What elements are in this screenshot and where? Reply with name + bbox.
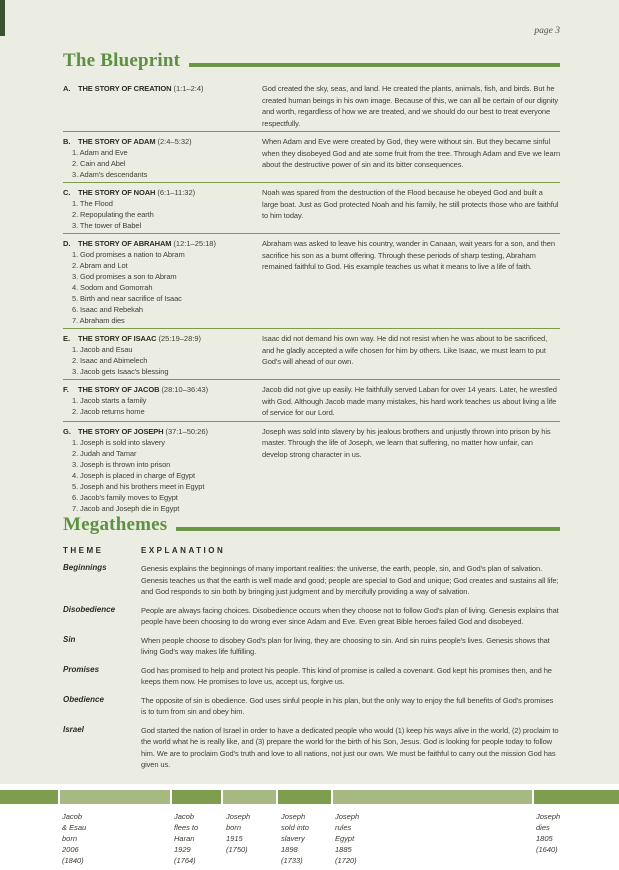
blueprint-section	[63, 379, 560, 421]
section-outline-item: 1. Jacob and Esau	[72, 345, 133, 354]
megathemes-section-block	[63, 514, 560, 775]
section-letter: B.	[63, 137, 71, 146]
timeline-event	[174, 811, 198, 866]
blueprint-section-title-row	[63, 426, 252, 437]
section-outline-item: 1. Adam and Eve	[72, 148, 128, 157]
megatheme-row	[63, 632, 560, 662]
section-outline-item: 3. Jacob gets Isaac's blessing	[72, 367, 169, 376]
timeline-event-line: Jacob	[62, 812, 83, 821]
blueprint-section-left	[63, 238, 262, 326]
section-outline-item: 2. Judah and Tamar	[72, 448, 137, 458]
blueprint-section-title-row	[63, 333, 252, 344]
section-verse-range: (25:19–28:9)	[158, 334, 202, 343]
blueprint-section	[63, 328, 560, 379]
section-title: THE STORY OF ISAAC	[78, 334, 157, 343]
theme-column-header: THEME	[63, 546, 104, 555]
section-letter: E.	[63, 334, 71, 343]
blueprint-section-title-row	[63, 187, 252, 198]
section-outline-item: 1. Joseph is sold into slavery	[72, 437, 165, 447]
section-title: THE STORY OF ABRAHAM	[78, 239, 172, 248]
blueprint-section	[63, 131, 560, 182]
blueprint-section-left	[63, 333, 262, 377]
blueprint-section	[63, 233, 560, 328]
megatheme-explanation: The opposite of sin is obedience. God uses sinful people in his plan, but the only way to enjoy the full benefits of God's promises is to turn from sin and obey him.	[141, 695, 554, 716]
blueprint-heading: The Blueprint	[63, 50, 181, 71]
megatheme-explanation: When people choose to disobey God's plan for living, they are choosing to sin. And sin ruins people's lives. Genesis shows that living God's way makes life fulfilling.	[141, 635, 550, 656]
section-outline-item: 3. The tower of Babel	[72, 221, 142, 230]
section-outline-item: 6. Jacob's family moves to Egypt	[72, 492, 178, 502]
section-outline-item: 2. Repopulating the earth	[72, 210, 154, 219]
megatheme-name: Obedience	[63, 694, 104, 704]
section-verse-range: (37:1–50:26)	[165, 426, 209, 436]
timeline	[0, 790, 619, 870]
timeline-event	[226, 811, 250, 855]
megatheme-row	[63, 602, 560, 632]
section-title: THE STORY OF ADAM	[78, 137, 156, 146]
timeline-event	[536, 811, 560, 855]
megatheme-name: Promises	[63, 664, 100, 674]
timeline-event-line: flees to	[174, 823, 199, 832]
timeline-event-line: Haran	[174, 834, 195, 843]
section-letter: C.	[63, 188, 71, 197]
megatheme-explanation: People are always facing choices. Disobedience occurs when they choose not to follow God's plan of living. Genesis explains that people have been choosing to do wrong ever since Adam and Eve. Even great Bible heroes failed God and disobeyed.	[141, 605, 559, 626]
section-title: THE STORY OF JOSEPH	[78, 426, 164, 436]
timeline-event-line: dies	[536, 823, 550, 832]
timeline-event-line: sold into	[281, 823, 309, 832]
section-explanation: When Adam and Eve were created by God, they were without sin. But they became sinful when they disobeyed God and ate some fruit from the tree. Through Adam and Eve we learn about the destructive power of sin and its bitter consequences.	[262, 137, 561, 169]
megatheme-row	[63, 722, 560, 775]
section-explanation: God created the sky, seas, and land. He created the plants, animals, fish, and birds. But he created human beings in his own image. Because of this, we can all be certain of our dignity and worth, regardless of how we are treated, and we should do our best to treat everyone respectfully.	[262, 84, 558, 128]
section-outline-item: 3. Joseph is thrown into prison	[72, 459, 171, 469]
blueprint-section-left	[63, 384, 262, 419]
section-outline-items	[63, 249, 252, 326]
page-number: page 3	[534, 26, 560, 36]
megatheme-name: Beginnings	[63, 563, 107, 572]
section-outline-item: 2. Jacob returns home	[72, 407, 145, 416]
blueprint-heading-row	[63, 50, 560, 72]
timeline-event	[335, 811, 359, 866]
section-outline-item: 4. Joseph is placed in charge of Egypt	[72, 470, 195, 480]
section-outline-items	[63, 344, 252, 377]
section-explanation: Jacob did not give up easily. He faithfully served Laban for over 14 years. Later, he wrestled with God. Although Jacob made many mistakes, his hard work teaches us about living a life of service for our Lord.	[262, 385, 557, 417]
megatheme-explanation: God started the nation of Israel in order to have a dedicated people who would (1) keep his ways alive in the world, (2) proclaim to the world what he is really like, and (3) prepare the world for the birth of his Son, Jesus. God is looking for people today to follow him. We are to proclaim God's truth and love to all nations, not just our own. We must be faithful to carry out the mission God has given us.	[141, 725, 559, 769]
timeline-event-line: Jacob	[174, 812, 195, 821]
section-outline-item: 5. Joseph and his brothers meet in Egypt	[72, 481, 205, 491]
timeline-event-line: (1750)	[226, 845, 248, 854]
timeline-event-line: 2006	[62, 845, 79, 854]
section-verse-range: (12:1–25:18)	[173, 239, 216, 248]
section-outline-items	[63, 395, 252, 417]
blueprint-sections	[63, 79, 560, 516]
timeline-segment	[0, 790, 58, 804]
blueprint-section-left	[63, 83, 262, 129]
timeline-event-line: (1733)	[281, 856, 303, 865]
megathemes-column-headers	[63, 546, 560, 555]
section-outline-item: 4. Sodom and Gomorrah	[72, 283, 153, 292]
timeline-event-line: 1898	[281, 845, 298, 854]
section-explanation: Joseph was sold into slavery by his jealous brothers and unjustly thrown into prison by his master. Through the life of Joseph, we learn that suffering, no matter how unfair, can develop strong character in us.	[262, 426, 551, 459]
timeline-event-line: (1764)	[174, 856, 196, 865]
section-letter: F.	[63, 385, 69, 394]
timeline-event	[281, 811, 309, 866]
timeline-event-line: (1840)	[62, 856, 84, 865]
timeline-event-line: Joseph	[335, 812, 360, 821]
section-letter: D.	[63, 239, 71, 248]
blueprint-section-left	[63, 136, 262, 180]
megatheme-row	[63, 560, 560, 602]
section-title: THE STORY OF NOAH	[78, 188, 156, 197]
megathemes-heading-row	[63, 514, 560, 536]
section-outline-item: 1. The Flood	[72, 199, 113, 208]
section-letter: G.	[63, 426, 71, 436]
timeline-segment	[60, 790, 170, 804]
section-title: THE STORY OF JACOB	[78, 385, 160, 394]
section-outline-item: 5. Birth and near sacrifice of Isaac	[72, 294, 182, 303]
timeline-event-line: born	[62, 834, 78, 843]
section-outline-item: 7. Abraham dies	[72, 316, 125, 325]
timeline-event-line: 1915	[226, 834, 243, 843]
blueprint-section-title-row	[63, 83, 252, 94]
page-edge-tab	[0, 0, 5, 36]
megatheme-name: Israel	[63, 724, 84, 734]
timeline-event-line: 1929	[174, 845, 191, 854]
explanation-column-header: EXPLANATION	[141, 546, 226, 555]
section-outline-item: 2. Abram and Lot	[72, 261, 128, 270]
blueprint-section	[63, 421, 560, 516]
section-letter: A.	[63, 84, 71, 93]
megatheme-explanation: God has promised to help and protect his people. This kind of promise is called a covenant. God kept his promises then, and he keeps them now. He promises to love us, accept us, forgive us.	[141, 665, 552, 686]
section-verse-range: (6:1–11:32)	[157, 188, 196, 197]
timeline-event-line: & Esau	[62, 823, 87, 832]
timeline-segment	[333, 790, 532, 804]
timeline-segment	[223, 790, 276, 804]
timeline-event-line: Joseph	[281, 812, 306, 821]
megathemes-heading: Megathemes	[63, 514, 168, 535]
section-explanation: Abraham was asked to leave his country, wander in Canaan, wait years for a son, and then sacrifice his son as a burnt offering. Through these periods of sharp testing, Abraham remained faithful to God. His example teaches us what it means to live a life of faith.	[262, 239, 555, 271]
blueprint-section-left	[63, 187, 262, 231]
megatheme-row	[63, 662, 560, 692]
blueprint-section-title-row	[63, 384, 252, 395]
section-outline-item: 7. Jacob and Joseph die in Egypt	[72, 503, 180, 513]
section-outline-items	[63, 437, 252, 514]
blueprint-section-left	[63, 426, 262, 514]
megathemes-heading-rule	[176, 527, 560, 531]
timeline-event-line: (1640)	[536, 845, 558, 854]
megathemes-rows	[63, 560, 560, 775]
section-outline-item: 2. Cain and Abel	[72, 159, 126, 168]
timeline-event-line: 1885	[335, 845, 352, 854]
section-outline-item: 3. God promises a son to Abram	[72, 272, 177, 281]
timeline-event-line: rules	[335, 823, 352, 832]
timeline-segment	[534, 790, 619, 804]
section-outline-items	[63, 147, 252, 180]
megatheme-name: Sin	[63, 634, 76, 644]
timeline-event-line: (1720)	[335, 856, 357, 865]
section-outline-item: 1. Jacob starts a family	[72, 396, 147, 405]
timeline-event-line: Egypt	[335, 834, 355, 843]
section-outline-item: 3. Adam's descendants	[72, 170, 148, 179]
section-verse-range: (28:10–36:43)	[161, 385, 209, 394]
timeline-event-line: slavery	[281, 834, 305, 843]
section-outline-item: 1. God promises a nation to Abram	[72, 250, 185, 259]
blueprint-section-title-row	[63, 136, 252, 147]
section-outline-item: 6. Isaac and Rebekah	[72, 305, 143, 314]
section-explanation: Noah was spared from the destruction of the Flood because he obeyed God and built a large boat. Just as God protected Noah and his family, he still protects those who are faithful to him today.	[262, 188, 559, 220]
timeline-segment	[172, 790, 221, 804]
blueprint-section	[63, 79, 560, 131]
timeline-bar	[0, 790, 619, 804]
section-verse-range: (2:4–5:32)	[157, 137, 192, 146]
section-explanation: Isaac did not demand his own way. He did not resist when he was about to be sacrificed, and he gladly accepted a wife chosen for him by others. Like Isaac, we must learn to put God's will ahead of our own.	[262, 334, 548, 366]
blueprint-section	[63, 182, 560, 233]
section-outline-items	[63, 198, 252, 231]
section-outline-item: 2. Isaac and Abimelech	[72, 356, 148, 365]
megatheme-row	[63, 692, 560, 722]
section-title: THE STORY OF CREATION	[78, 84, 172, 93]
blueprint-section-block	[63, 50, 560, 516]
timeline-event-line: Joseph	[226, 812, 251, 821]
section-verse-range: (1:1–2:4)	[173, 84, 204, 93]
megatheme-explanation: Genesis explains the beginnings of many important realities: the universe, the earth, people, sin, and God's plan of salvation. Genesis teaches us that the earth is well made and good; people are special to God and unique; God creates and sustains all life; and God responds to sin both by bringing just judgment and by mercifully providing a way of salvation.	[141, 564, 559, 596]
timeline-event-line: Joseph	[536, 812, 561, 821]
timeline-event	[62, 811, 86, 866]
megatheme-name: Disobedience	[63, 604, 116, 614]
blueprint-section-title-row	[63, 238, 252, 249]
timeline-segment	[278, 790, 331, 804]
timeline-event-line: born	[226, 823, 242, 832]
timeline-event-line: 1805	[536, 834, 553, 843]
blueprint-heading-rule	[189, 63, 560, 67]
